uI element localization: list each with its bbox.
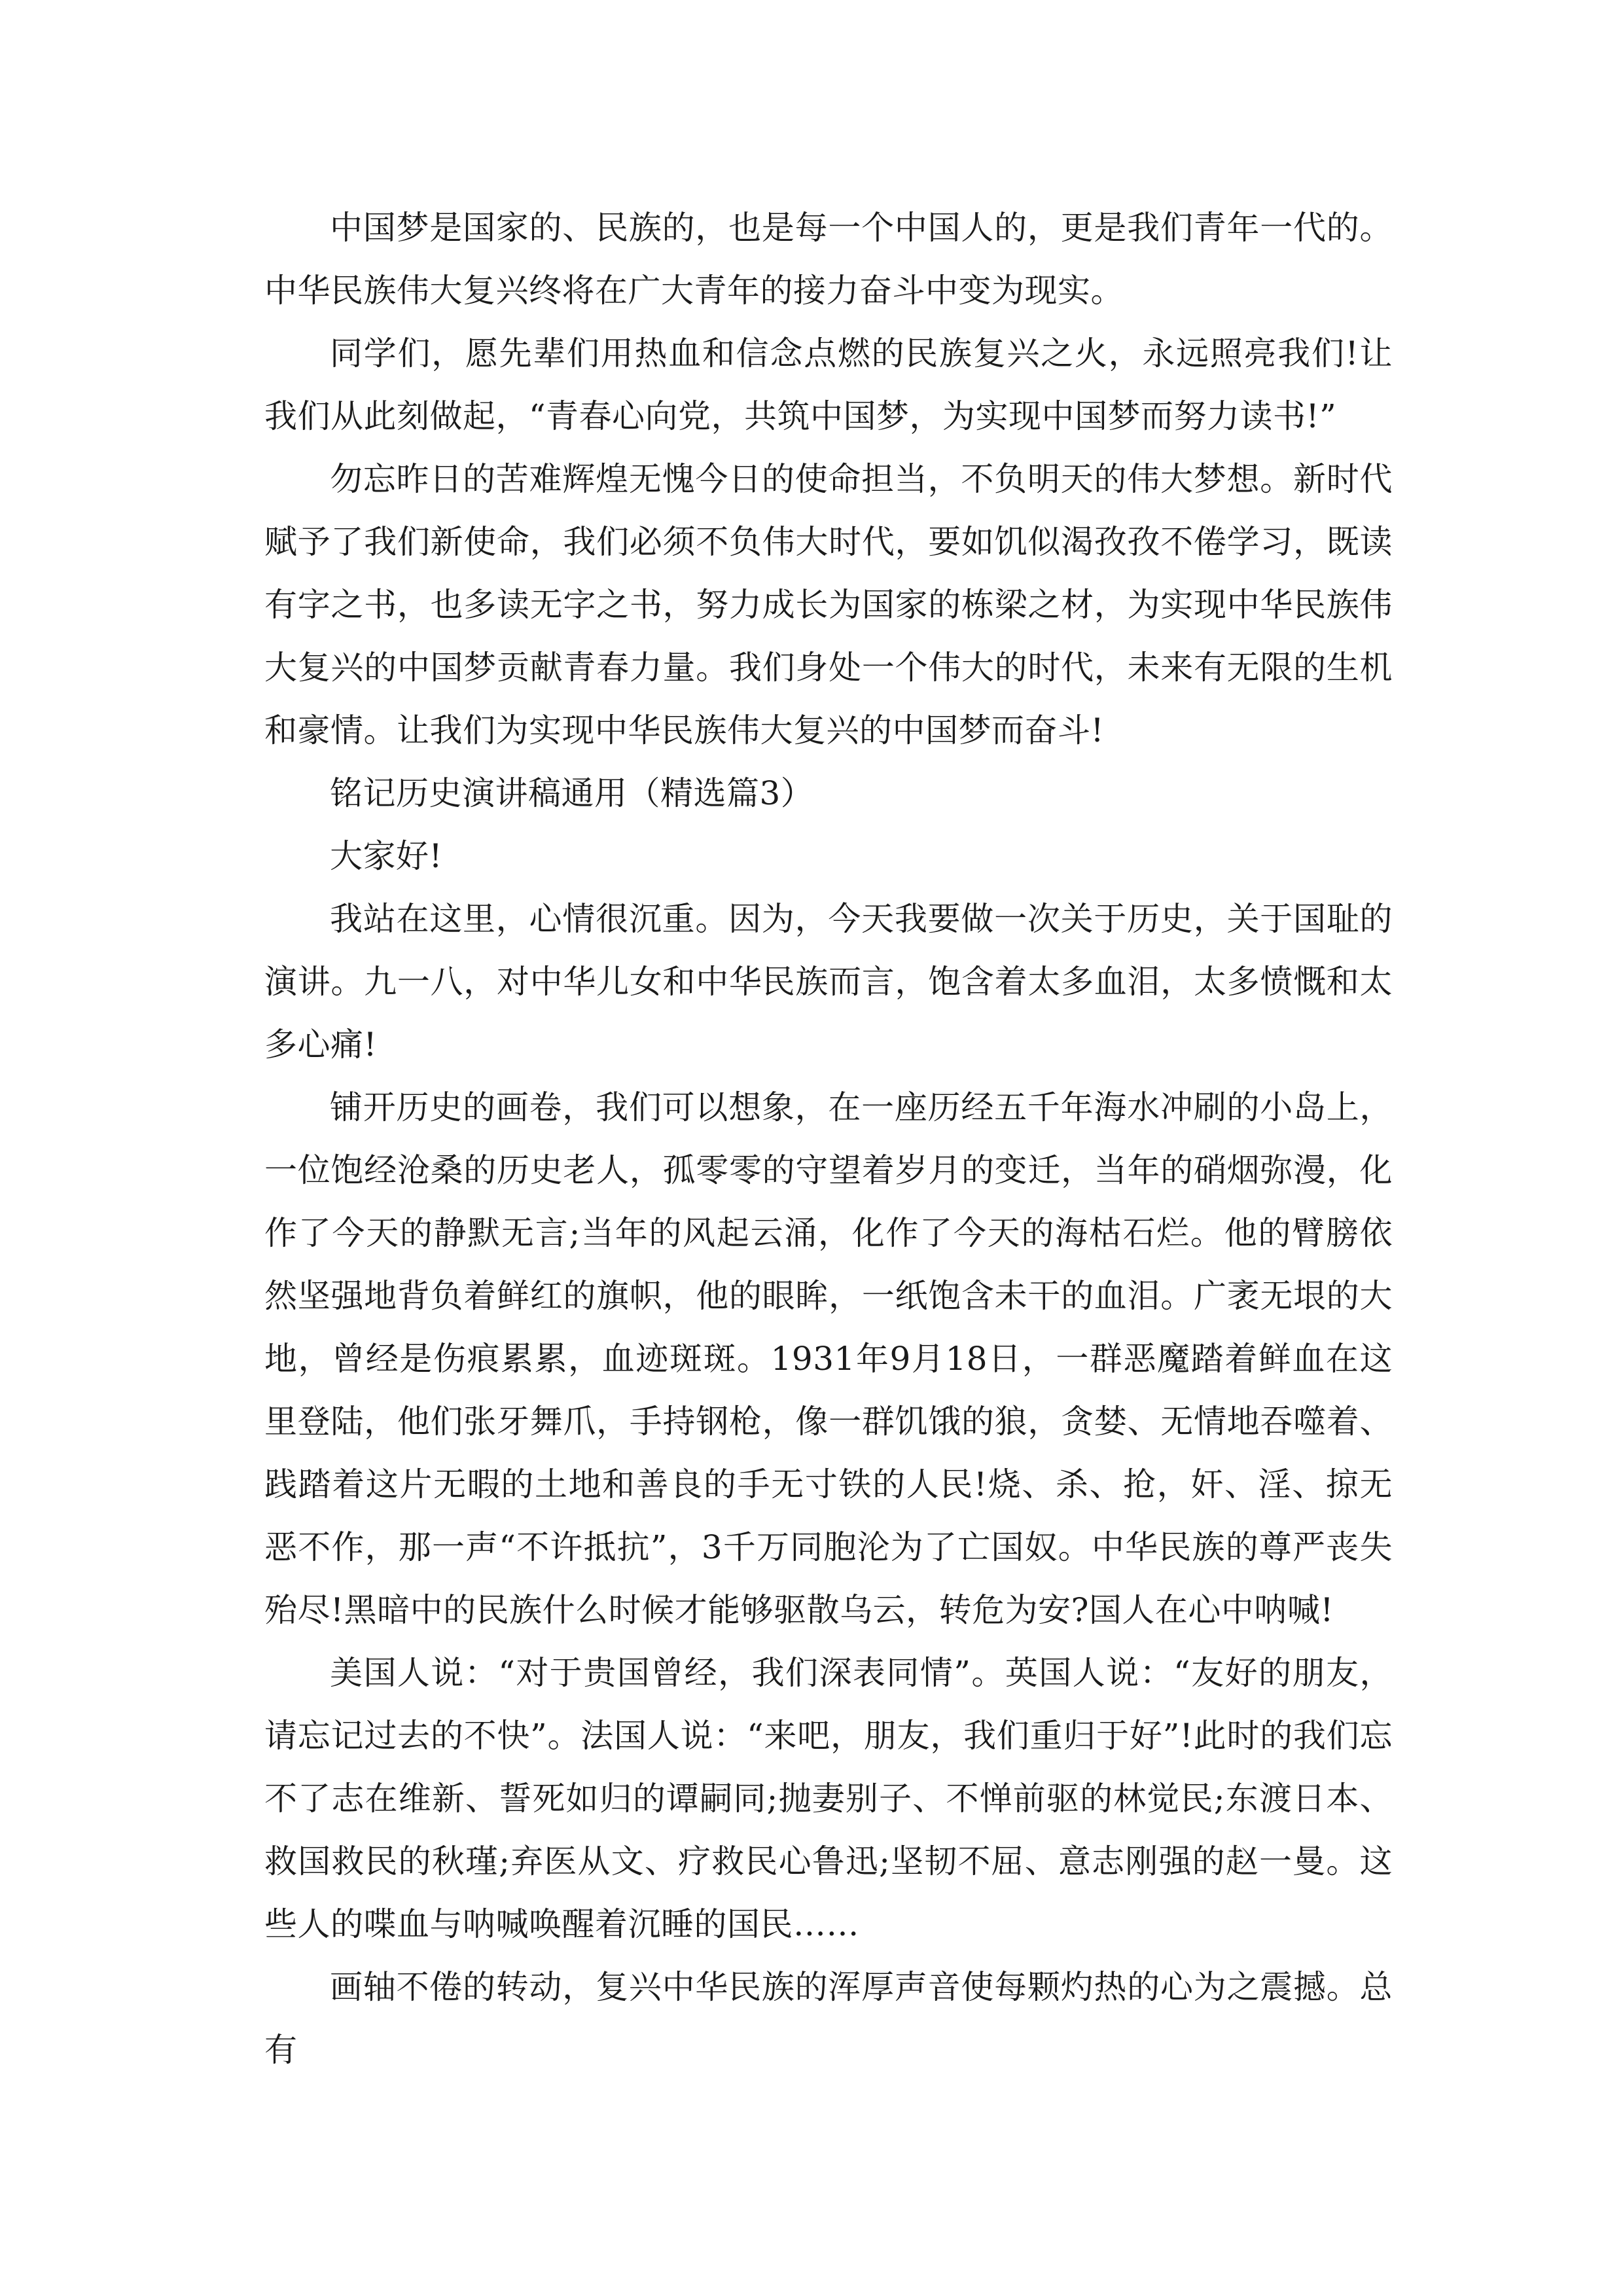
paragraph: 勿忘昨日的苦难辉煌无愧今日的使命担当，不负明天的伟大梦想。新时代赋予了我们新使命，我们必须不负伟大时代，要如饥似渴孜孜不倦学习，既读有字之书，也多读无字之书，努力成长为国家的栋梁之材，为实现中华民族伟大复兴的中国梦贡献青春力量。我们身处一个伟大的时代，未来有无限的生机和豪情。让我们为实现中华民族伟大复兴的中国梦而奋斗! [264, 460, 1393, 749]
paragraph: 我站在这里，心情很沉重。因为，今天我要做一次关于历史，关于国耻的演讲。九一八，对中华儿女和中华民族而言，饱含着太多血泪，太多愤慨和太多心痛! [264, 900, 1393, 1064]
paragraph: 中国梦是国家的、民族的，也是每一个中国人的，更是我们青年一代的。中华民族伟大复兴终将在广大青年的接力奋斗中变为现实。 [264, 209, 1393, 310]
section-heading: 铭记历史演讲稿通用（精选篇3） [330, 774, 814, 812]
paragraph: 美国人说：“对于贵国曾经，我们深表同情”。英国人说：“友好的朋友，请忘记过去的不快”。法国人说：“来吧，朋友，我们重归于好”!此时的我们忘不了志在维新、誓死如归的谭嗣同;抛妻别子、不惮前驱的林觉民;东渡日本、救国救民的秋瑾;弃医从文、疗救民心鲁迅;坚韧不屈、意志刚强的赵一曼。这些人的喋血与呐喊唤醒着沉睡的国民…… [264, 1654, 1393, 1943]
paragraph: 铺开历史的画卷，我们可以想象，在一座历经五千年海水冲刷的小岛上，一位饱经沧桑的历史老人，孤零零的守望着岁月的变迁，当年的硝烟弥漫，化作了今天的静默无言;当年的风起云涌，化作了今天的海枯石烂。他的臂膀依然坚强地背负着鲜红的旗帜，他的眼眸，一纸饱含未干的血泪。广袤无垠的大地，曾经是伤痕累累，血迹斑斑。1931年9月18日，一群恶魔踏着鲜血在这里登陆，他们张牙舞爪，手持钢枪，像一群饥饿的狼，贪婪、无情地吞噬着、践踏着这片无暇的土地和善良的手无寸铁的人民!烧、杀、抢，奸、淫、掠无恶不作，那一声“不许抵抗”，3千万同胞沦为了亡国奴。中华民族的尊严丧失殆尽!黑暗中的民族什么时候才能够驱散乌云，转危为安?国人在心中呐喊! [264, 1088, 1393, 1629]
paragraph: 同学们，愿先辈们用热血和信念点燃的民族复兴之火，永远照亮我们!让我们从此刻做起，“青春心向党，共筑中国梦，为实现中国梦而努力读书!” [264, 334, 1393, 435]
document-body [264, 196, 1393, 2081]
paragraph: 画轴不倦的转动，复兴中华民族的浑厚声音使每颗灼热的心为之震撼。总有 [264, 1968, 1393, 2069]
greeting: 大家好! [330, 837, 443, 875]
